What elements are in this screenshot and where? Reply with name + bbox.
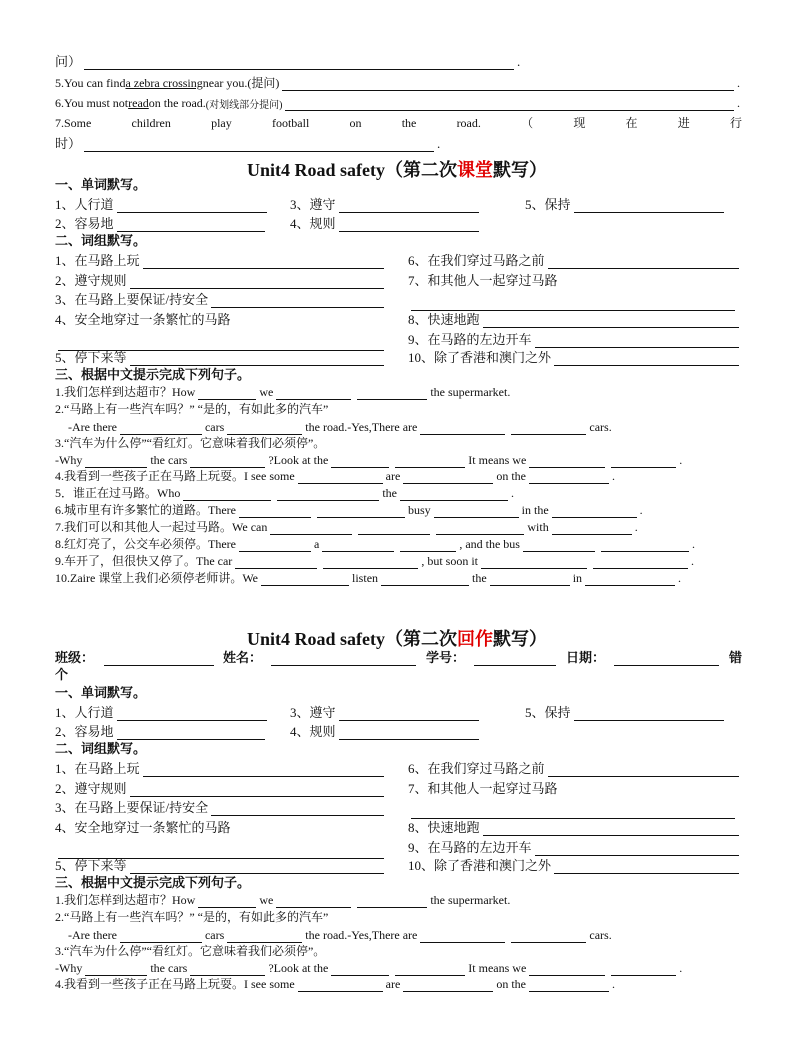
sentence-line xyxy=(55,500,643,518)
student-info-row xyxy=(55,648,742,666)
text: . xyxy=(679,961,683,975)
text: 4、安全地穿过一条繁忙的马路 xyxy=(55,312,231,327)
answer-blank[interactable] xyxy=(601,537,689,552)
sentence-line xyxy=(55,551,694,569)
text: 1、人行道 xyxy=(55,705,114,720)
text: 1、人行道 xyxy=(55,197,114,212)
answer-blank[interactable] xyxy=(104,651,214,666)
title-text: Unit4 Road safety（第二次 xyxy=(247,160,457,180)
text: 4.我看到一些孩子正在马路上玩耍。I see some xyxy=(55,469,295,483)
section-heading xyxy=(55,365,250,383)
text: a xyxy=(313,537,320,551)
text: 一、单词默写。 xyxy=(55,177,147,192)
answer-blank[interactable] xyxy=(298,469,383,484)
answer-blank[interactable] xyxy=(434,503,519,518)
answer-blank[interactable] xyxy=(552,520,632,535)
answer-blank[interactable] xyxy=(143,254,384,269)
section-heading xyxy=(55,683,146,701)
answer-blank[interactable] xyxy=(611,961,676,976)
text: on the xyxy=(496,977,526,991)
text: 7.Some xyxy=(55,116,92,130)
text: . xyxy=(679,453,683,467)
phrase-item xyxy=(408,759,742,777)
text: 5．谁正在过马路。Who xyxy=(55,486,181,500)
text: on the xyxy=(496,469,526,483)
text: (对划线部分提问) xyxy=(205,100,283,111)
text: 4.我看到一些孩子正在马路上玩耍。I see some xyxy=(55,977,295,991)
text-line xyxy=(55,52,520,70)
answer-blank[interactable] xyxy=(198,385,256,400)
text: 6、在我们穿过马路之前 xyxy=(408,253,545,268)
text: 时） xyxy=(55,136,82,151)
answer-blank[interactable] xyxy=(420,928,505,943)
text: 3.“汽车为什么停”“看红灯。它意味着我们必须停”。 xyxy=(55,436,326,450)
section-heading xyxy=(55,739,146,757)
text: 6.You must not xyxy=(55,96,129,110)
text: we xyxy=(259,893,274,907)
phrase-item xyxy=(55,251,387,269)
phrase-item xyxy=(408,271,742,289)
answer-blank[interactable] xyxy=(84,137,434,152)
vocab-item xyxy=(525,703,727,721)
section-heading xyxy=(55,231,146,249)
text: 7、和其他人一起穿过马路 xyxy=(408,273,558,288)
text: 8、快速地跑 xyxy=(408,820,480,835)
text: 1、在马路上玩 xyxy=(55,253,140,268)
answer-line[interactable] xyxy=(408,801,738,819)
text: 5、停下来等 xyxy=(55,350,127,365)
text: 3.“汽车为什么停”“看红灯。它意味着我们必须停”。 xyxy=(55,944,326,958)
vocab-item xyxy=(290,195,482,213)
phrase-item xyxy=(55,798,387,816)
answer-blank[interactable] xyxy=(211,293,384,308)
text: football xyxy=(271,116,310,130)
text: It means we xyxy=(468,453,527,467)
text: 4、安全地穿过一条繁忙的马路 xyxy=(55,820,231,835)
phrase-item xyxy=(55,310,387,328)
text: cars. xyxy=(589,420,612,434)
text: 3、在马路上要保证/持安全 xyxy=(55,292,209,307)
text: the road.-Yes,There are xyxy=(305,928,418,942)
text: 6.城市里有许多繁忙的道路。There xyxy=(55,503,236,517)
answer-blank[interactable] xyxy=(339,198,479,213)
text: 5、保持 xyxy=(525,705,571,720)
text: road. xyxy=(456,116,481,130)
text: 1.我们怎样到达超市？How xyxy=(55,893,196,907)
text: . xyxy=(737,96,740,110)
sentence-line xyxy=(55,890,510,908)
text: . xyxy=(437,136,441,151)
answer-blank[interactable] xyxy=(436,520,524,535)
text-line xyxy=(55,134,440,152)
text: , but soon it xyxy=(421,554,478,568)
text: 在 xyxy=(625,116,638,130)
text: 10、除了香港和澳门之外 xyxy=(408,350,552,365)
text: 10.Zaire 课堂上我们必须停老师讲。We xyxy=(55,571,259,585)
sentence-line xyxy=(55,399,328,417)
answer-blank[interactable] xyxy=(554,351,739,366)
answer-blank[interactable] xyxy=(130,274,384,289)
text: ?Look at the xyxy=(268,961,329,975)
answer-blank[interactable] xyxy=(339,725,479,740)
title-text: 默写） xyxy=(493,629,547,649)
text: in the xyxy=(521,503,549,517)
text: -Are there xyxy=(68,928,117,942)
answer-blank[interactable] xyxy=(511,420,586,435)
answer-blank[interactable] xyxy=(270,520,352,535)
answer-blank[interactable] xyxy=(143,762,384,777)
phrase-item xyxy=(408,330,742,348)
answer-blank[interactable] xyxy=(523,537,595,552)
sentence-line xyxy=(55,382,510,400)
text: listen xyxy=(352,571,379,585)
text: 2、遵守规则 xyxy=(55,273,127,288)
text: 三、根据中文提示完成下列句子。 xyxy=(55,875,251,890)
text: the supermarket. xyxy=(430,893,511,907)
text: 10、除了香港和澳门之外 xyxy=(408,858,552,873)
text: 8、快速地跑 xyxy=(408,312,480,327)
answer-blank[interactable] xyxy=(400,486,508,501)
text: are xyxy=(385,469,401,483)
text: 2.“马路上有一些汽车吗？” “是的，有如此多的汽车” xyxy=(55,402,329,416)
answer-blank[interactable] xyxy=(411,296,735,311)
text: the supermarket. xyxy=(430,385,511,399)
text: 二、词组默写。 xyxy=(55,233,147,248)
title-text: Unit4 Road safety（第二次 xyxy=(247,629,457,649)
answer-blank[interactable] xyxy=(276,385,351,400)
answer-blank[interactable] xyxy=(483,313,739,328)
text: 3、遵守 xyxy=(290,197,336,212)
text: children xyxy=(131,116,171,130)
text: 班级： xyxy=(55,650,95,665)
answer-blank[interactable] xyxy=(117,706,267,721)
text: . xyxy=(611,977,615,991)
title-text: 默写） xyxy=(493,160,547,180)
answer-blank[interactable] xyxy=(317,503,405,518)
text: the road.-Yes,There are xyxy=(305,420,418,434)
text: 问） xyxy=(55,54,82,69)
answer-blank[interactable] xyxy=(130,782,384,797)
answer-blank[interactable] xyxy=(474,651,556,666)
text: cars. xyxy=(589,928,612,942)
answer-blank[interactable] xyxy=(235,554,317,569)
answer-blank[interactable] xyxy=(614,651,719,666)
phrase-item xyxy=(408,310,742,328)
answer-blank[interactable] xyxy=(84,55,514,70)
phrase-item xyxy=(55,759,387,777)
text: are xyxy=(385,977,401,991)
text: 9、在马路的左边开车 xyxy=(408,332,532,347)
text-line xyxy=(55,113,742,131)
answer-blank[interactable] xyxy=(554,859,739,874)
text: on the road. xyxy=(148,96,206,110)
sentence-line xyxy=(55,568,681,586)
text: 5、停下来等 xyxy=(55,858,127,873)
answer-blank[interactable] xyxy=(211,801,384,816)
sentence-line xyxy=(55,433,325,451)
text: 2、容易地 xyxy=(55,724,114,739)
answer-blank[interactable] xyxy=(357,385,427,400)
student-info-row xyxy=(55,665,68,683)
text: . xyxy=(511,486,514,500)
answer-blank[interactable] xyxy=(183,486,271,501)
text: with xyxy=(527,520,549,534)
sentence-line xyxy=(55,941,325,959)
answer-blank[interactable] xyxy=(261,571,349,586)
answer-blank[interactable] xyxy=(535,333,739,348)
answer-line[interactable] xyxy=(408,293,738,311)
text: 现 xyxy=(573,116,586,130)
text: 2、容易地 xyxy=(55,216,114,231)
text: 2、遵守规则 xyxy=(55,781,127,796)
text: . xyxy=(517,54,521,69)
answer-blank[interactable] xyxy=(58,336,384,351)
text: -Are there xyxy=(68,420,117,434)
sentence-line xyxy=(55,534,695,552)
sentence-line xyxy=(55,907,328,925)
text: 9、在马路的左边开车 xyxy=(408,840,532,855)
text: 8.红灯亮了，公交车必须停。There xyxy=(55,537,236,551)
answer-blank[interactable] xyxy=(511,928,586,943)
phrase-item xyxy=(55,290,387,308)
answer-line[interactable] xyxy=(55,841,387,859)
answer-blank[interactable] xyxy=(490,571,570,586)
text: 3、遵守 xyxy=(290,705,336,720)
text: on xyxy=(349,116,362,130)
text: （ xyxy=(521,116,534,130)
answer-blank[interactable] xyxy=(535,841,739,856)
phrase-item xyxy=(408,348,742,366)
text: 4、规则 xyxy=(290,724,336,739)
text: 1、在马路上玩 xyxy=(55,761,140,776)
text: cars xyxy=(204,928,225,942)
sentence-line xyxy=(55,974,615,992)
text: -Why xyxy=(55,961,83,975)
sentence-line xyxy=(55,466,615,484)
phrase-item xyxy=(408,251,742,269)
text: , and the bus xyxy=(459,537,520,551)
phrase-item xyxy=(55,779,387,797)
text: . xyxy=(690,554,694,568)
text: 7.我们可以和其他人一起过马路。We can xyxy=(55,520,268,534)
answer-blank[interactable] xyxy=(339,706,479,721)
text: 姓名： xyxy=(222,650,262,665)
text: 三、根据中文提示完成下列句子。 xyxy=(55,367,251,382)
vocab-item xyxy=(55,195,270,213)
answer-blank[interactable] xyxy=(403,977,493,992)
text: . xyxy=(634,520,638,534)
text: the cars xyxy=(150,453,188,467)
answer-blank[interactable] xyxy=(548,762,739,777)
text: cars xyxy=(204,420,225,434)
phrase-item xyxy=(408,838,742,856)
text: the xyxy=(382,486,397,500)
text: . xyxy=(611,469,615,483)
text: 9.车开了，但很快又停了。The car xyxy=(55,554,233,568)
answer-blank[interactable] xyxy=(58,844,384,859)
text: the cars xyxy=(150,961,188,975)
text: 学号： xyxy=(425,650,465,665)
text: busy xyxy=(407,503,431,517)
answer-blank[interactable] xyxy=(339,217,479,232)
underlined-text: read xyxy=(128,96,149,110)
text: 二、词组默写。 xyxy=(55,741,147,756)
answer-blank[interactable] xyxy=(574,706,724,721)
text: we xyxy=(259,385,274,399)
answer-blank[interactable] xyxy=(323,554,418,569)
text: It means we xyxy=(468,961,527,975)
text-line xyxy=(55,93,740,111)
answer-blank[interactable] xyxy=(548,254,739,269)
answer-blank[interactable] xyxy=(593,554,688,569)
text: -Why xyxy=(55,453,83,467)
text: 进 xyxy=(677,116,690,130)
answer-blank[interactable] xyxy=(611,453,676,468)
vocab-item xyxy=(55,703,270,721)
answer-blank[interactable] xyxy=(381,571,469,586)
text: ?Look at the xyxy=(268,453,329,467)
answer-blank[interactable] xyxy=(239,537,311,552)
text: the xyxy=(401,116,417,130)
text: the xyxy=(472,571,487,585)
answer-blank[interactable] xyxy=(357,893,427,908)
phrase-item xyxy=(55,818,387,836)
underlined-text: a zebra crossing xyxy=(125,76,203,90)
text: 1.我们怎样到达超市？How xyxy=(55,385,196,399)
text: 一、单词默写。 xyxy=(55,685,147,700)
phrase-item xyxy=(408,818,742,836)
answer-blank[interactable] xyxy=(282,76,734,91)
vocab-item xyxy=(290,722,482,740)
answer-blank[interactable] xyxy=(117,198,267,213)
answer-line[interactable] xyxy=(55,333,387,351)
text: 4、规则 xyxy=(290,216,336,231)
text: 7、和其他人一起穿过马路 xyxy=(408,781,558,796)
answer-blank[interactable] xyxy=(403,469,493,484)
answer-blank[interactable] xyxy=(285,96,734,111)
sentence-line xyxy=(55,517,638,535)
text: 3、在马路上要保证/持安全 xyxy=(55,800,209,815)
answer-blank[interactable] xyxy=(198,893,256,908)
text: near you.(提问) xyxy=(202,76,280,90)
text: 2.“马路上有一些汽车吗？” “是的，有如此多的汽车” xyxy=(55,910,329,924)
answer-blank[interactable] xyxy=(277,486,379,501)
text: 个 xyxy=(55,667,69,682)
phrase-item xyxy=(55,271,387,289)
answer-blank[interactable] xyxy=(239,503,311,518)
answer-blank[interactable] xyxy=(420,420,505,435)
text: . xyxy=(691,537,695,551)
answer-blank[interactable] xyxy=(411,804,735,819)
text: 行 xyxy=(729,116,742,130)
answer-blank[interactable] xyxy=(276,893,351,908)
answer-blank[interactable] xyxy=(483,821,739,836)
section-heading xyxy=(55,873,250,891)
answer-blank[interactable] xyxy=(271,651,416,666)
text: . xyxy=(678,571,682,585)
answer-blank[interactable] xyxy=(529,977,609,992)
vocab-item xyxy=(290,214,482,232)
text: 日期： xyxy=(565,650,605,665)
answer-blank[interactable] xyxy=(529,469,609,484)
text: 5、保持 xyxy=(525,197,571,212)
text: . xyxy=(737,76,740,90)
sentence-line xyxy=(55,483,514,501)
title-highlight: 课堂 xyxy=(457,160,493,180)
answer-blank[interactable] xyxy=(585,571,675,586)
text: 6、在我们穿过马路之前 xyxy=(408,761,545,776)
answer-blank[interactable] xyxy=(322,537,394,552)
title-highlight: 回作 xyxy=(457,629,493,649)
text: . xyxy=(639,503,643,517)
answer-blank[interactable] xyxy=(358,520,430,535)
text: 错 xyxy=(728,650,742,665)
answer-blank[interactable] xyxy=(481,554,587,569)
text: 5.You can find xyxy=(55,76,126,90)
text: in xyxy=(572,571,583,585)
phrase-item xyxy=(408,856,742,874)
vocab-item xyxy=(525,195,727,213)
section-heading xyxy=(55,175,146,193)
answer-blank[interactable] xyxy=(298,977,383,992)
answer-blank[interactable] xyxy=(552,503,637,518)
text-line xyxy=(55,73,740,91)
vocab-item xyxy=(290,703,482,721)
phrase-item xyxy=(408,779,742,797)
text: play xyxy=(211,116,232,130)
answer-blank[interactable] xyxy=(400,537,456,552)
answer-blank[interactable] xyxy=(574,198,724,213)
